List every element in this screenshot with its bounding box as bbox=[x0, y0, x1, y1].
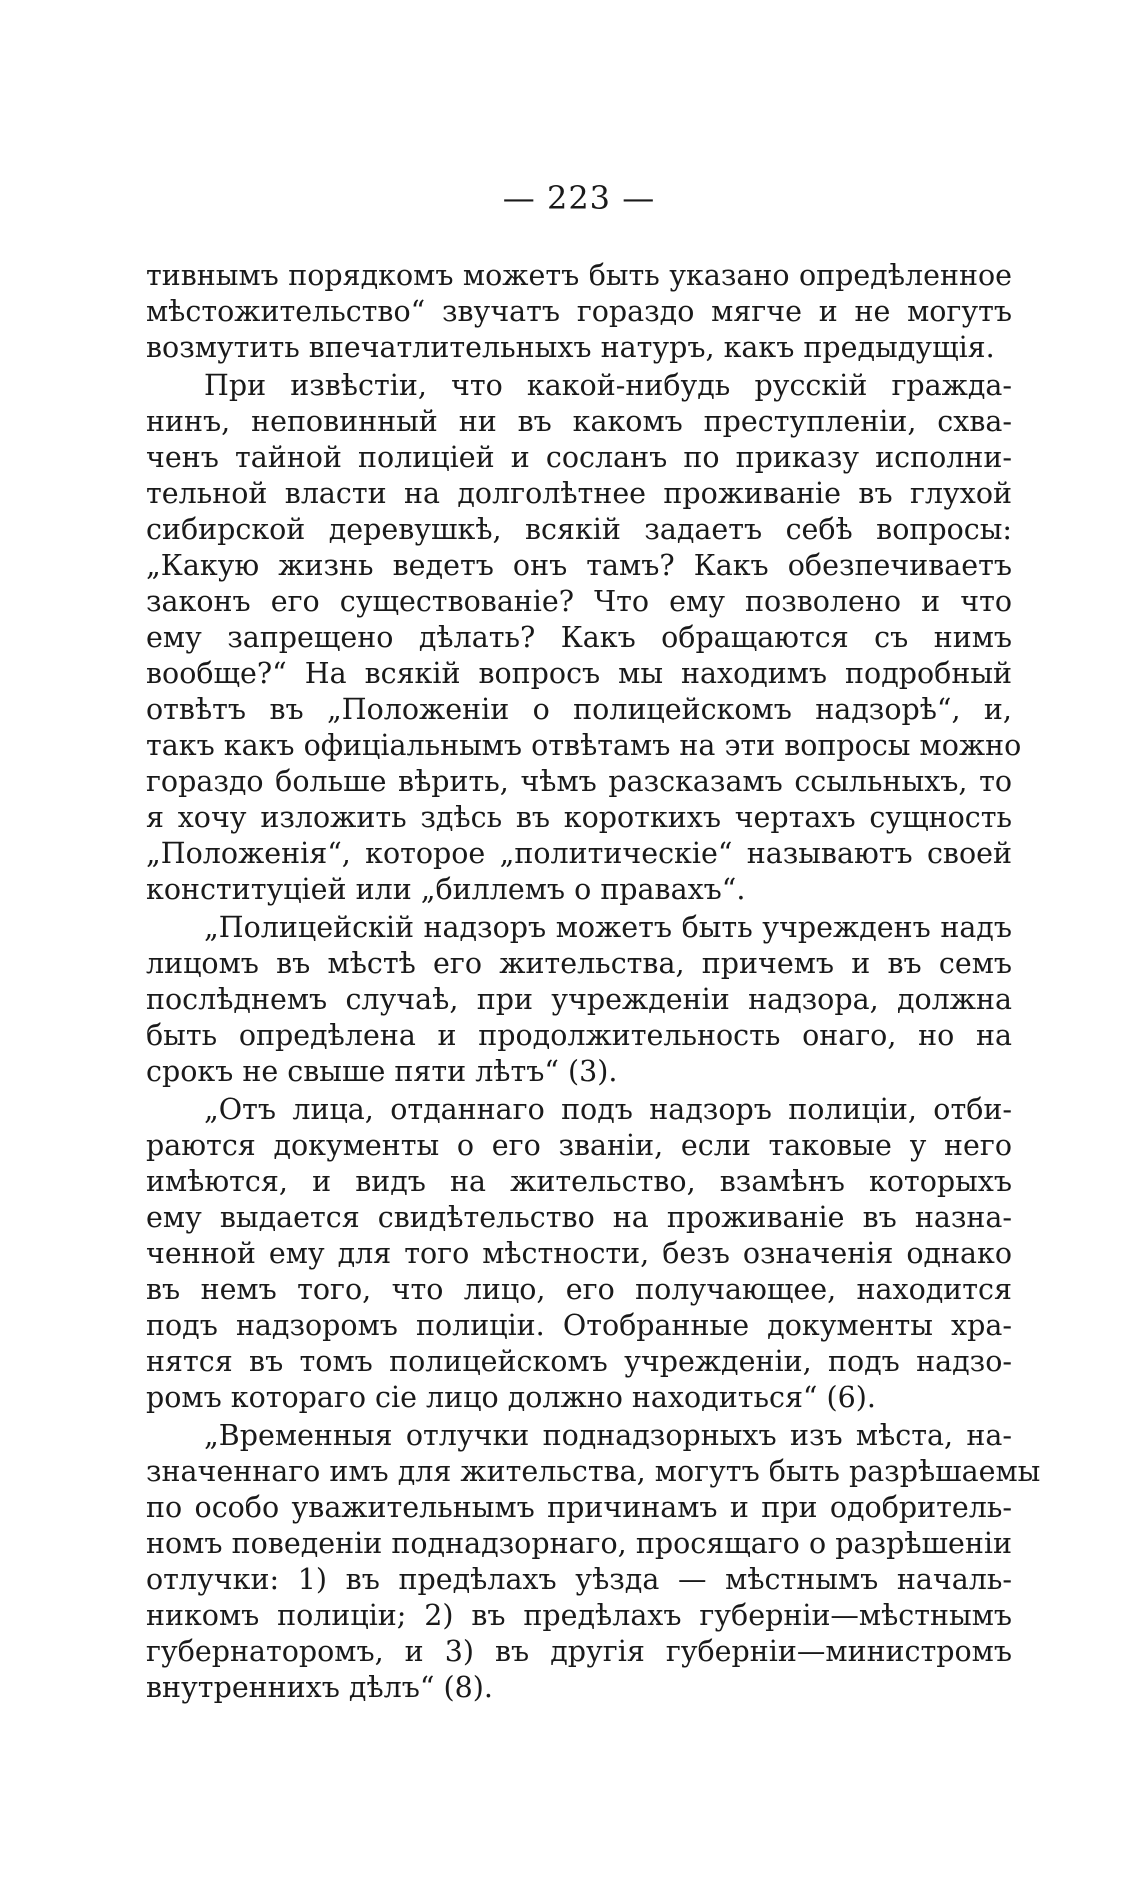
text-line: тивнымъ порядкомъ можетъ быть указано опредѣленное bbox=[146, 259, 1012, 292]
paragraph bbox=[146, 1092, 1012, 1416]
text-line: нятся въ томъ полицейскомъ учрежденіи, подъ надзо- bbox=[146, 1345, 1012, 1378]
text-line: срокъ не свыше пяти лѣтъ“ (3). bbox=[146, 1055, 618, 1088]
text-line: быть опредѣлена и продолжительность онаго, но на bbox=[146, 1019, 1012, 1052]
text-line: „Какую жизнь ведетъ онъ тамъ? Какъ обезпечиваетъ bbox=[146, 549, 1012, 582]
text-line: гораздо больше вѣрить, чѣмъ разсказамъ ссыльныхъ, то bbox=[146, 765, 1012, 798]
text-line: отлучки: 1) въ предѣлахъ уѣзда — мѣстнымъ началь- bbox=[146, 1563, 1012, 1596]
text-line: значеннаго имъ для жительства, могутъ быть разрѣшаемы bbox=[146, 1455, 1041, 1488]
text-line: номъ поведеніи поднадзорнаго, просящаго о разрѣшеніи bbox=[146, 1527, 1012, 1560]
text-line: по особо уважительнымъ причинамъ и при одобритель- bbox=[146, 1491, 1012, 1524]
text-line: нинъ, неповинный ни въ какомъ преступленіи, схва- bbox=[146, 405, 1012, 438]
text-line: ромъ котораго сіе лицо должно находиться“ (6). bbox=[146, 1381, 876, 1414]
text-line: возмутить впечатлительныхъ натуръ, какъ предыдущія. bbox=[146, 331, 995, 364]
text-line: внутреннихъ дѣлъ“ (8). bbox=[146, 1671, 493, 1704]
text-line: ему запрещено дѣлать? Какъ обращаются съ нимъ bbox=[146, 621, 1012, 654]
paragraph bbox=[146, 368, 1022, 908]
text-line: сибирской деревушкѣ, всякій задаетъ себѣ вопросы: bbox=[146, 513, 1012, 546]
text-line: ченной ему для того мѣстности, безъ означенія однако bbox=[146, 1237, 1012, 1270]
paragraph bbox=[146, 258, 1012, 366]
text-line: „Отъ лица, отданнаго подъ надзоръ полиціи, отби- bbox=[204, 1093, 1012, 1126]
text-line: конституціей или „биллемъ о правахъ“. bbox=[146, 873, 746, 906]
text-line: я хочу изложить здѣсь въ короткихъ чертахъ сущность bbox=[146, 801, 1012, 834]
page-body-text bbox=[146, 258, 1041, 1706]
paragraph bbox=[146, 1418, 1041, 1706]
text-line: „Положенія“, которое „политическіе“ называютъ своей bbox=[146, 837, 1012, 870]
text-line: въ немъ того, что лицо, его получающее, находится bbox=[146, 1273, 1012, 1306]
paragraph bbox=[146, 910, 1012, 1090]
text-line: подъ надзоромъ полиціи. Отобранные документы хра- bbox=[146, 1309, 1012, 1342]
page-number: — 223 — bbox=[502, 179, 656, 217]
text-line: законъ его существованіе? Что ему позволено и что bbox=[146, 585, 1012, 618]
text-line: „Временныя отлучки поднадзорныхъ изъ мѣста, на- bbox=[204, 1419, 1012, 1452]
text-line: имѣются, и видъ на жительство, взамѣнъ которыхъ bbox=[146, 1165, 1012, 1198]
text-line: ченъ тайной полиціей и сосланъ по приказу исполни- bbox=[146, 441, 1012, 474]
text-line: При извѣстіи, что какой-нибудь русскій гражда- bbox=[204, 369, 1012, 402]
text-line: тельной власти на долголѣтнее проживаніе въ глухой bbox=[146, 477, 1012, 510]
text-line: „Полицейскій надзоръ можетъ быть учрежденъ надъ bbox=[204, 911, 1012, 944]
text-line: такъ какъ офиціальнымъ отвѣтамъ на эти вопросы можно bbox=[146, 729, 1022, 762]
text-line: лицомъ въ мѣстѣ его жительства, причемъ и въ семъ bbox=[146, 947, 1012, 980]
book-page bbox=[146, 178, 1041, 1708]
text-line: губернаторомъ, и 3) въ другія губерніи—министромъ bbox=[146, 1635, 1012, 1668]
text-line: раются документы о его званіи, если таковые у него bbox=[146, 1129, 1012, 1162]
text-line: никомъ полиціи; 2) въ предѣлахъ губерніи—мѣстнымъ bbox=[146, 1599, 1012, 1632]
text-line: ему выдается свидѣтельство на проживаніе въ назна- bbox=[146, 1201, 1012, 1234]
text-line: послѣднемъ случаѣ, при учрежденіи надзора, должна bbox=[146, 983, 1012, 1016]
text-line: мѣстожительство“ звучатъ гораздо мягче и не могутъ bbox=[146, 295, 1012, 328]
text-line: вообще?“ На всякій вопросъ мы находимъ подробный bbox=[146, 657, 1012, 690]
text-line: отвѣтъ въ „Положеніи о полицейскомъ надзорѣ“, и, bbox=[146, 693, 1012, 726]
